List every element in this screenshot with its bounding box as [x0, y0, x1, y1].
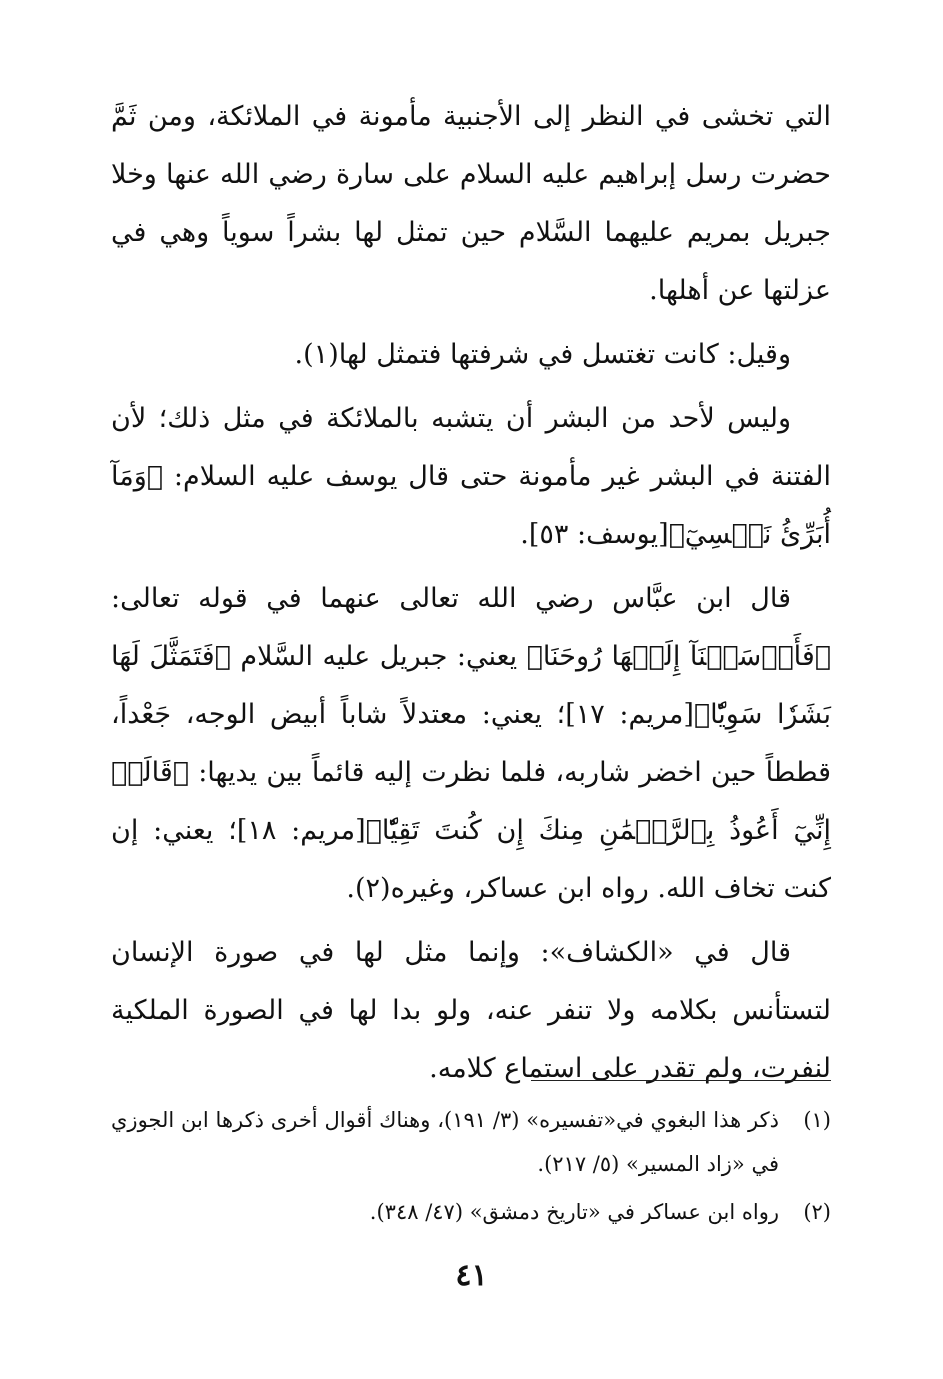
paragraph-5: قال في «الكشاف»: وإنما مثل لها في صورة الإنسان لتستأنس بكلامه ولا تنفر عنه، ولو بدا لها في الصورة الملكية لنفرت، ولم تقدر على استماع كلامه. [111, 937, 831, 1084]
footnote-1 [111, 1098, 831, 1186]
footnote-number: (٢) [803, 1200, 831, 1224]
paragraph-1: التي تخشى في النظر إلى الأجنبية مأمونة في الملائكة، ومن ثَمَّ حضرت رسل إبراهيم عليه السلام على سارة رضي الله عنها وخلا جبريل بمريم عليهما السَّلام حين تمثل لها بشراً سوياً وهي في عزلتها عن أهلها. [111, 101, 831, 306]
footnote-text: رواه ابن عساكر في «تاريخ دمشق» (٤٧/ ٣٤٨). [369, 1200, 779, 1224]
footnote-2 [111, 1190, 831, 1234]
page-number: ٤١ [455, 1258, 488, 1293]
paragraph-2: وقيل: كانت تغتسل في شرفتها فتمثل لها(١). [294, 339, 791, 370]
footnote-number: (١) [803, 1108, 831, 1132]
footnote-separator [531, 1080, 831, 1081]
paragraph-4: قال ابن عبَّاس رضي الله تعالى عنهما في قوله تعالى: ﴿فَأَرۡسَلۡنَآ إِلَيۡهَا رُوحَنَا﴾ يعني: جبريل عليه السَّلام ﴿فَتَمَثَّلَ لَهَا بَشَرٗا سَوِيّٗا﴾[مريم: ١٧]؛ يعني: معتدلاً شاباً أبيض الوجه، جَعْداً، قططاً حين اخضر شاربه، فلما نظرت إليه قائماً بين يديها: ﴿قَالَتۡ إِنِّيٓ أَعُوذُ بِٱلرَّحۡمَٰنِ مِنكَ إِن كُنتَ تَقِيّٗا﴾[مريم: ١٨]؛ يعني: إن كنت تخاف الله. رواه ابن عساكر، وغيره(٢). [111, 583, 832, 904]
footnote-text: ذكر هذا البغوي في«تفسيره» (٣/ ١٩١)، وهناك أقوال أخرى ذكرها ابن الجوزي في «زاد المسير» (٥/ ٢١٧). [111, 1108, 779, 1176]
main-text [111, 88, 831, 1104]
footnotes [111, 1098, 831, 1238]
paragraph-3: وليس لأحد من البشر أن يتشبه بالملائكة في مثل ذلك؛ لأن الفتنة في البشر غير مأمونة حتى قال يوسف عليه السلام: ﴿وَمَآ أُبَرِّئُ نَفۡسِيٓ﴾[يوسف: ٥٣]. [111, 403, 831, 550]
